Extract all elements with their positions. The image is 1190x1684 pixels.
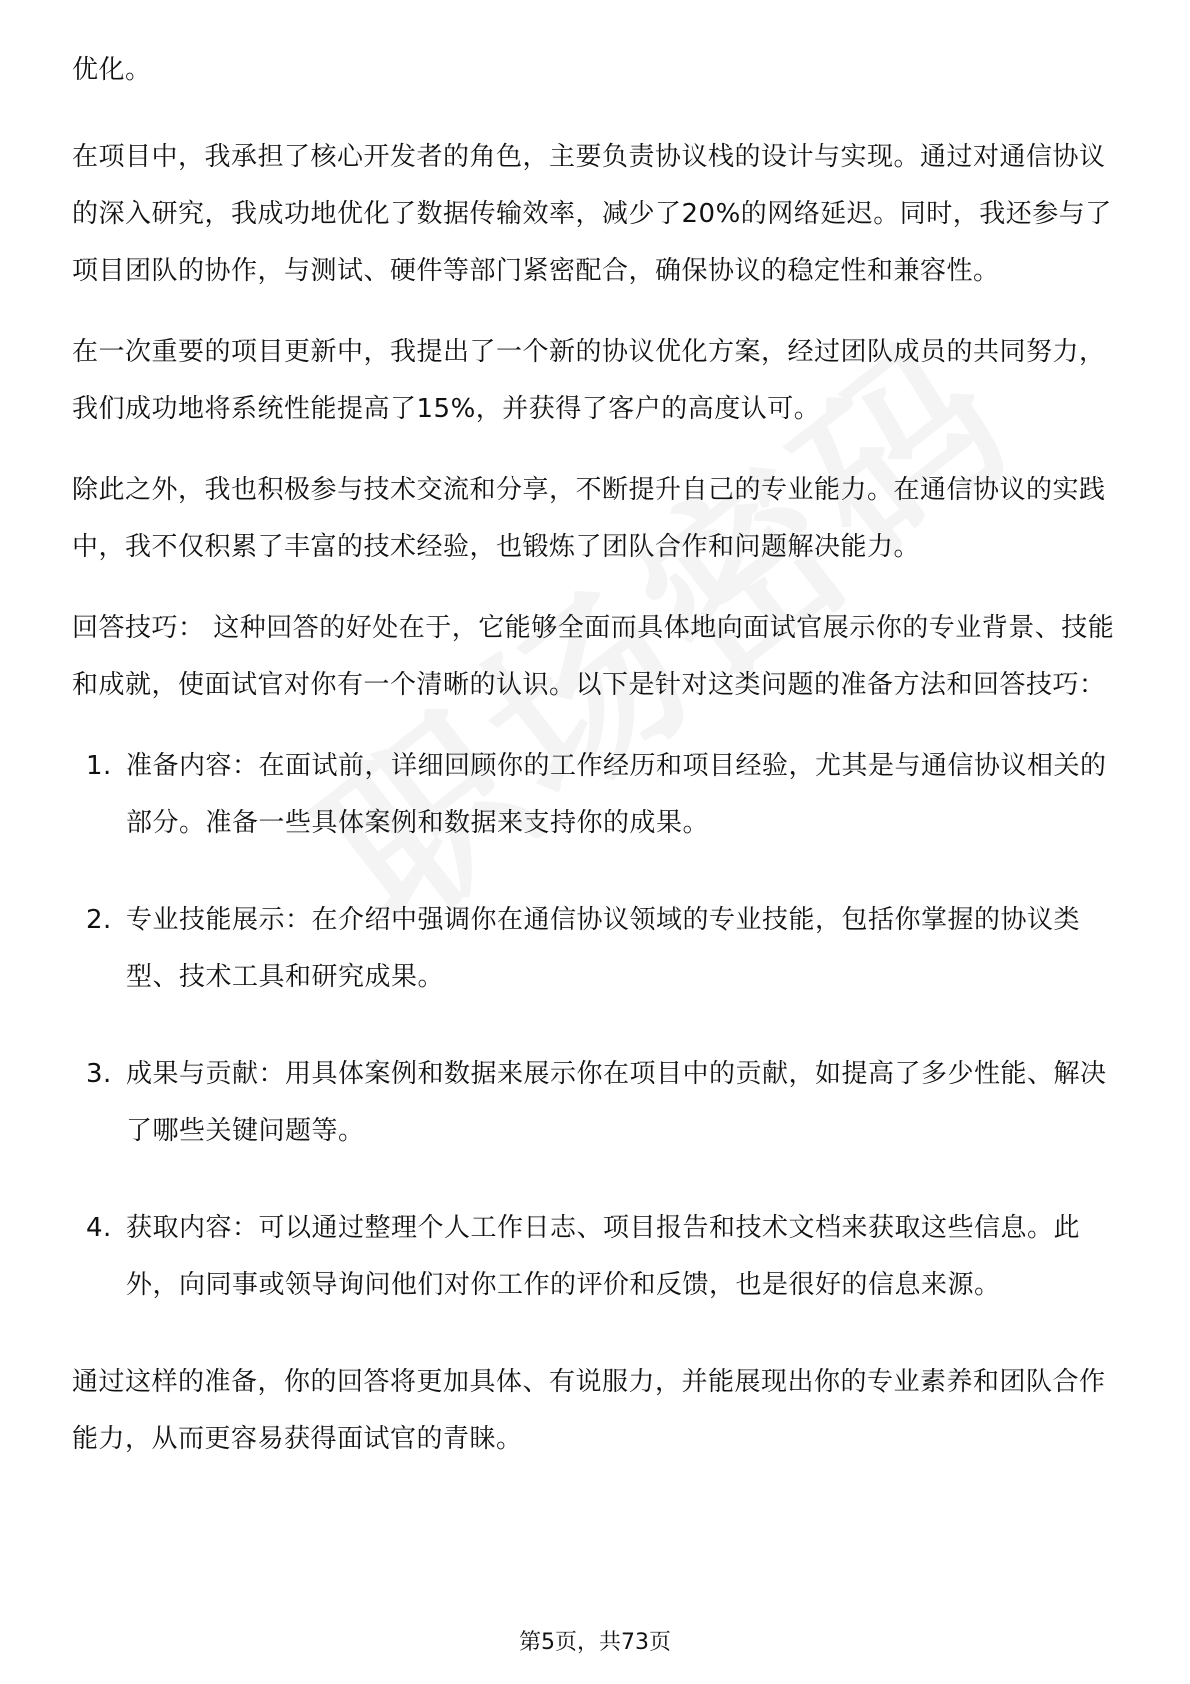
- list-item-number: 3.: [86, 1059, 112, 1089]
- paragraph-continuation: 优化。: [72, 55, 152, 85]
- tips-list: [72, 738, 1122, 1314]
- list-item: [72, 1046, 1122, 1160]
- page-content: [72, 42, 1122, 1492]
- list-item: [72, 892, 1122, 1006]
- page-number-footer: 第5页，共73页: [519, 1630, 671, 1655]
- list-item-number: 2.: [86, 905, 112, 935]
- list-item-text: 成果与贡献：用具体案例和数据来展示你在项目中的贡献，如提高了多少性能、解决了哪些关键问题等。: [126, 1059, 1107, 1146]
- list-item-text: 准备内容：在面试前，详细回顾你的工作经历和项目经验，尤其是与通信协议相关的部分。准备一些具体案例和数据来支持你的成果。: [126, 751, 1107, 838]
- paragraph-answer-tips-intro: 回答技巧： 这种回答的好处在于，它能够全面而具体地向面试官展示你的专业背景、技能和成就，使面试官对你有一个清晰的认识。以下是针对这类问题的准备方法和回答技巧：: [72, 613, 1115, 700]
- list-item-text: 专业技能展示：在介绍中强调你在通信协议领域的专业技能，包括你掌握的协议类型、技术工具和研究成果。: [126, 905, 1081, 992]
- list-item-number: 4.: [86, 1213, 112, 1243]
- list-item-number: 1.: [86, 751, 112, 781]
- list-item: [72, 738, 1122, 852]
- list-item: [72, 1200, 1122, 1314]
- paragraph-project-role: 在项目中，我承担了核心开发者的角色，主要负责协议栈的设计与实现。通过对通信协议的深入研究，我成功地优化了数据传输效率，减少了20%的网络延迟。同时，我还参与了项目团队的协作，与测试、硬件等部门紧密配合，确保协议的稳定性和兼容性。: [72, 142, 1112, 286]
- paragraph-closing: 通过这样的准备，你的回答将更加具体、有说服力，并能展现出你的专业素养和团队合作能力，从而更容易获得面试官的青睐。: [72, 1367, 1106, 1454]
- paragraph-tech-exchange: 除此之外，我也积极参与技术交流和分享，不断提升自己的专业能力。在通信协议的实践中，我不仅积累了丰富的技术经验，也锻炼了团队合作和问题解决能力。: [72, 475, 1106, 562]
- list-item-text: 获取内容：可以通过整理个人工作日志、项目报告和技术文档来获取这些信息。此外，向同事或领导询问他们对你工作的评价和反馈，也是很好的信息来源。: [126, 1213, 1081, 1300]
- paragraph-project-update: 在一次重要的项目更新中，我提出了一个新的协议优化方案，经过团队成员的共同努力，我们成功地将系统性能提高了15%，并获得了客户的高度认可。: [72, 337, 1106, 424]
